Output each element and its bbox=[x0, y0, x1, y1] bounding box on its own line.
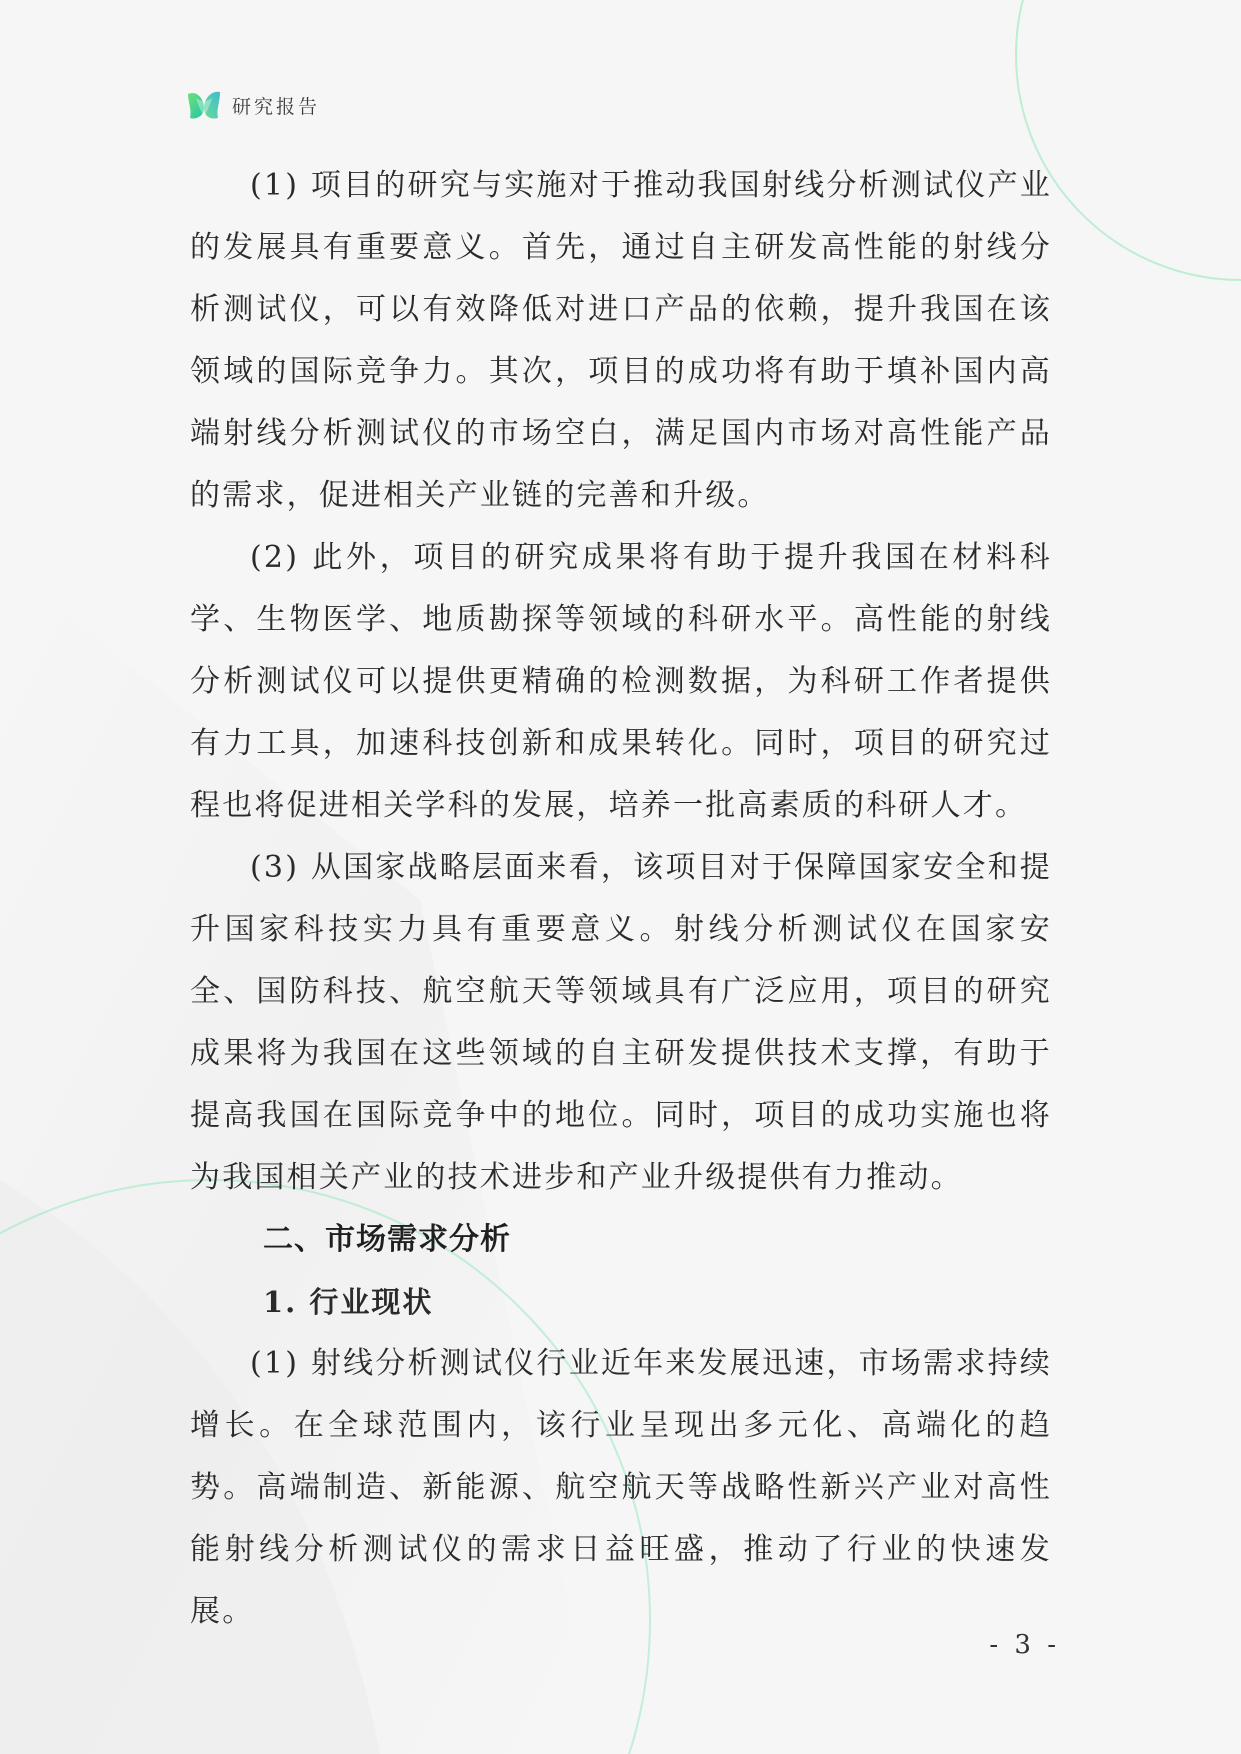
header-title: 研究报告 bbox=[232, 95, 321, 118]
green-leaf-logo-icon bbox=[186, 88, 222, 122]
section-title: 二、市场需求分析 bbox=[263, 1222, 511, 1257]
paragraph-3: (3) 从国家战略层面来看，该项目对于保障国家安全和提升国家科技实力具有重要意义。射线分析测试仪在国家安全、国防科技、航空航天等领域具有广泛应用，项目的研究成果将为我国在这些领域的自主研发提供技术支撑，有助于提高我国在国际竞争中的地位。同时，项目的成功实施也将为我国相关产业的技术进步和产业升级提供有力推动。 bbox=[190, 850, 1052, 1195]
report-header bbox=[186, 88, 320, 122]
paragraph-2: (2) 此外，项目的研究成果将有助于提升我国在材料科学、生物医学、地质勘探等领域的科研水平。高性能的射线分析测试仪可以提供更精确的检测数据，为科研工作者提供有力工具，加速科技创新和成果转化。同时，项目的研究过程也将促进相关学科的发展，培养一批高素质的科研人才。 bbox=[190, 540, 1052, 823]
document-body bbox=[190, 155, 1052, 1643]
subsection-title: 1. 行业现状 bbox=[263, 1285, 434, 1319]
paragraph-4: (1) 射线分析测试仪行业近年来发展迅速，市场需求持续增长。在全球范围内，该行业呈现出多元化、高端化的趋势。高端制造、新能源、航空航天等战略性新兴产业对高性能射线分析测试仪的需求日益旺盛，推动了行业的快速发展。 bbox=[190, 1346, 1052, 1629]
paragraph-1: (1) 项目的研究与实施对于推动我国射线分析测试仪产业的发展具有重要意义。首先，通过自主研发高性能的射线分析测试仪，可以有效降低对进口产品的依赖，提升我国在该领域的国际竞争力。其次，项目的成功将有助于填补国内高端射线分析测试仪的市场空白，满足国内市场对高性能产品的需求，促进相关产业链的完善和升级。 bbox=[190, 168, 1052, 513]
page-number: - 3 - bbox=[989, 1630, 1060, 1660]
